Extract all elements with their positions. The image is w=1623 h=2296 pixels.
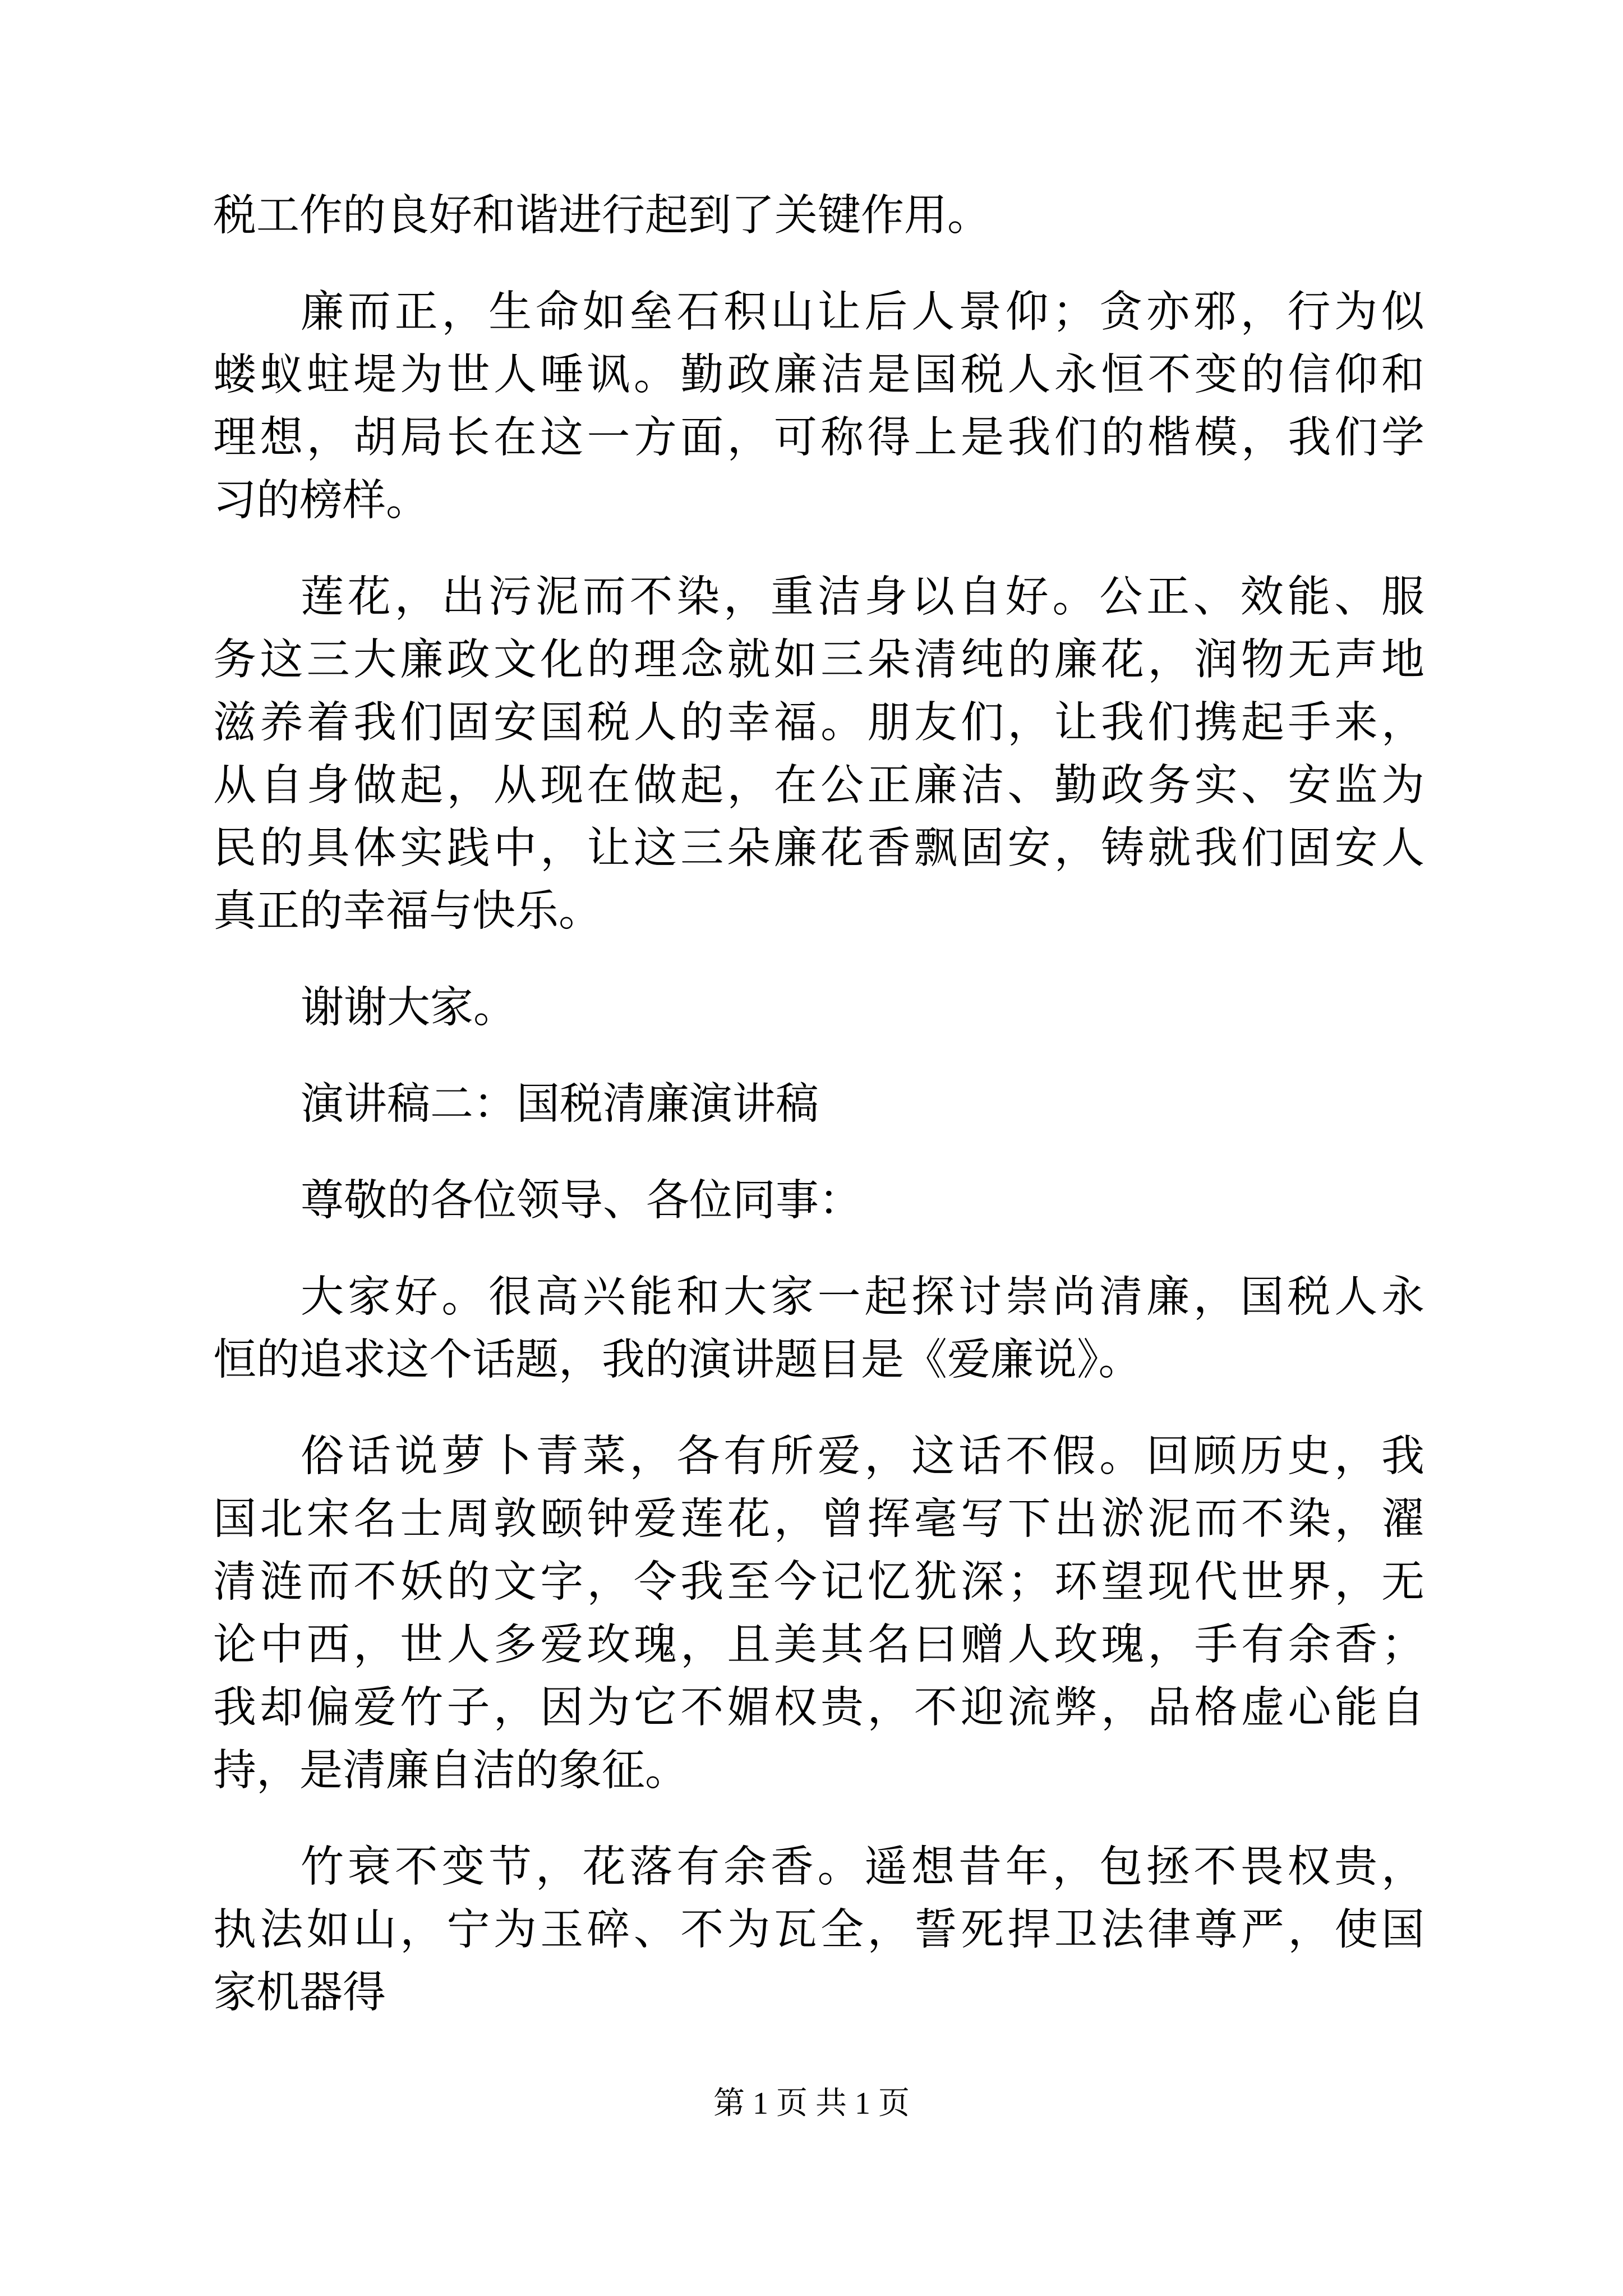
paragraph-line: 大家好。很高兴能和大家一起探讨崇尚清廉，国税人永 [301,1272,1424,1322]
paragraph-line: 清涟而不妖的文字，令我至今记忆犹深；环望现代世界，无 [213,1557,1424,1607]
paragraph-line: 竹衰不变节，花落有余香。遥想昔年，包拯不畏权贵， [301,1842,1424,1892]
paragraph-line: 真正的幸福与快乐。 [213,886,602,936]
paragraph-line: 尊敬的各位领导、各位同事： [301,1176,862,1226]
paragraph-line: 习的榜样。 [213,476,429,526]
paragraph-line: 从自身做起，从现在做起，在公正廉洁、勤政务实、安监为 [213,761,1424,811]
paragraph-line: 廉而正，生命如垒石积山让后人景仰；贪亦邪，行为似 [301,287,1424,337]
paragraph-line: 税工作的良好和谐进行起到了关键作用。 [213,191,990,241]
paragraph-line: 民的具体实践中，让这三朵廉花香飘固安，铸就我们固安人 [213,823,1424,873]
paragraph-line: 国北宋名士周敦颐钟爱莲花，曾挥毫写下出淤泥而不染，濯 [213,1494,1424,1544]
paragraph-line: 谢谢大家。 [301,983,517,1033]
paragraph-line: 持，是清廉自洁的象征。 [213,1746,688,1796]
paragraph-line: 滋养着我们固安国税人的幸福。朋友们，让我们携起手来， [213,698,1424,748]
paragraph-line: 理想，胡局长在这一方面，可称得上是我们的楷模，我们学 [213,413,1424,463]
paragraph-line: 俗话说萝卜青菜，各有所爱，这话不假。回顾历史，我 [301,1432,1424,1481]
paragraph-line: 我却偏爱竹子，因为它不媚权贵，不迎流弊，品格虚心能自 [213,1683,1424,1733]
paragraph-line: 莲花，出污泥而不染，重洁身以自好。公正、效能、服 [301,572,1424,622]
paragraph-line: 家机器得 [213,1968,386,2018]
paragraph-line: 执法如山，宁为玉碎、不为瓦全，誓死捍卫法律尊严，使国 [213,1905,1424,1955]
paragraph-line: 务这三大廉政文化的理念就如三朵清纯的廉花，润物无声地 [213,635,1424,685]
paragraph-line: 演讲稿二：国税清廉演讲稿 [301,1079,819,1129]
paragraph-line: 论中西，世人多爱玫瑰，且美其名曰赠人玫瑰，手有余香； [213,1620,1424,1670]
paragraph-line: 蝼蚁蛀堤为世人唾讽。勤政廉洁是国税人永恒不变的信仰和 [213,350,1424,400]
paragraph-line: 恒的追求这个话题，我的演讲题目是《爱廉说》。 [213,1335,1142,1385]
page-footer: 第 1 页 共 1 页 [713,2086,910,2121]
